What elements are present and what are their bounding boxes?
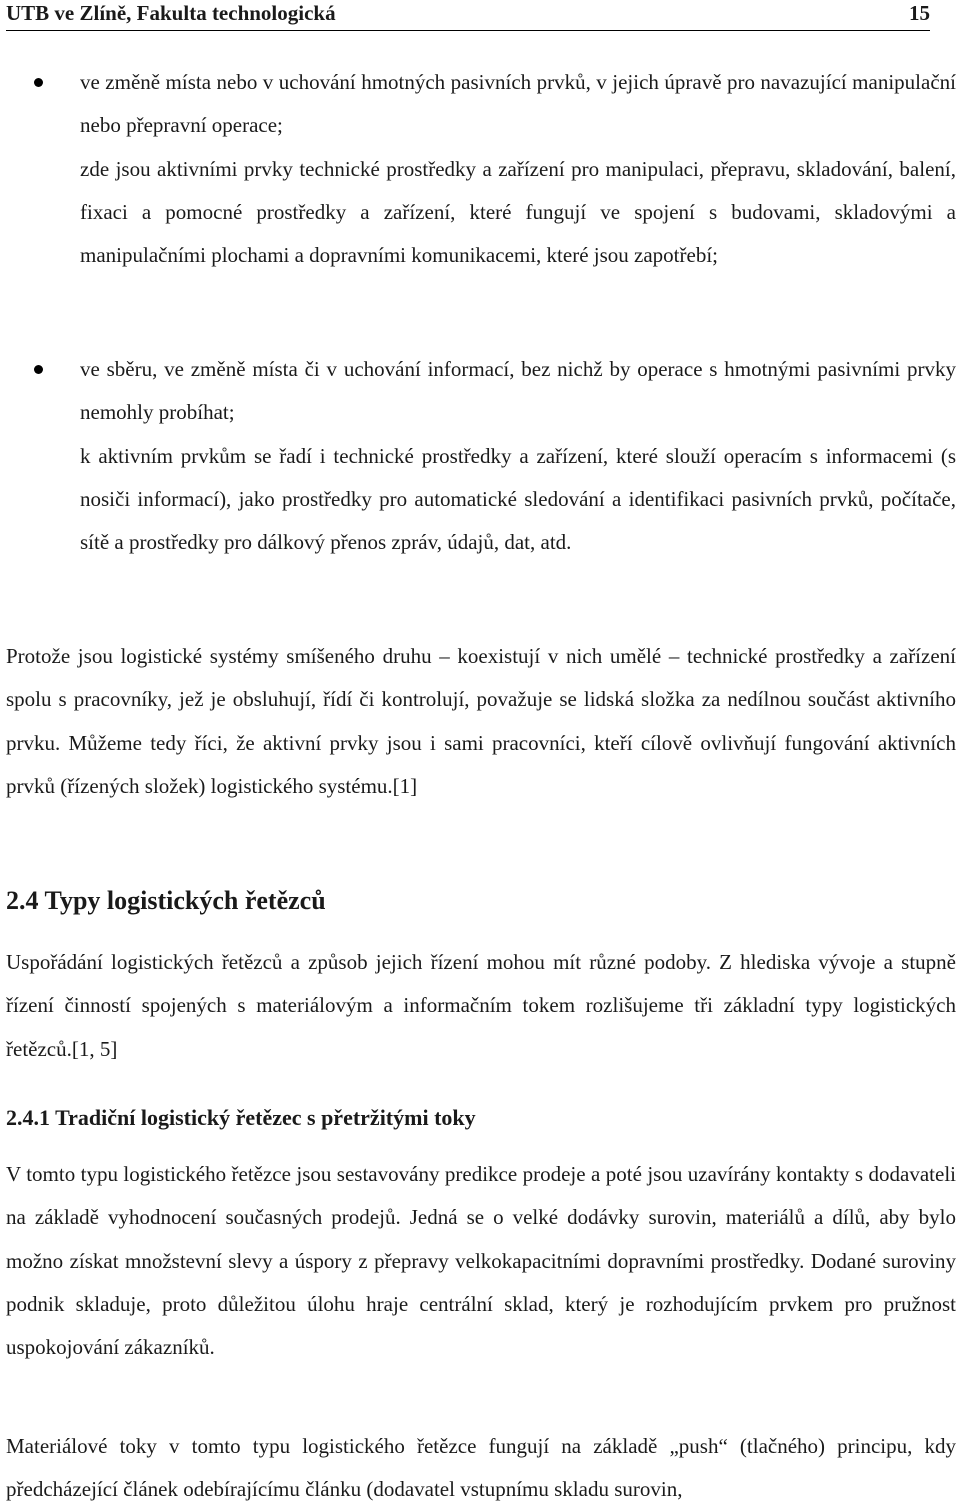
subsection-paragraph-2 [6, 1425, 956, 1512]
bullet-continuation: zde jsou aktivními prvky technické prostředky a zařízení pro manipulaci, přepravu, skladování, balení, fixaci a pomocné prostředky a zařízení, které fungují ve spojení s budovami, skladovými a manipulačními plochami a dopravními komunikacemi, které jsou zapotřebí; [80, 156, 956, 268]
paragraph [6, 635, 956, 808]
section-heading: 2.4 Typy logistických řetězců [6, 886, 326, 915]
paragraph-text: Protože jsou logistické systémy smíšeného druhu – koexistují v nich umělé – technické prostředky a zařízení spolu s pracovníky, jež je obsluhují, řídí či kontrolují, považuje se lidská složka za nedílnou součást aktivního prvku. Můžeme tedy říci, že aktivní prvky jsou i sami pracovníci, kteří cílově ovlivňují fungování aktivních prvků (řízených složek) logistického systému.[1] [6, 644, 956, 798]
bullet-item-1 [80, 61, 956, 277]
subsection-paragraph-1 [6, 1153, 956, 1369]
section-paragraph [6, 941, 956, 1071]
header-title: UTB ve Zlíně, Fakulta technologická [6, 1, 336, 25]
bullet-marker [34, 365, 43, 374]
page-number: 15 [909, 1, 930, 25]
bullet-item-2 [80, 348, 956, 564]
page-header [6, 0, 930, 31]
subsection-heading: 2.4.1 Tradiční logistický řetězec s přetržitými toky [6, 1105, 476, 1130]
bullet-text: ve sběru, ve změně místa či v uchování informací, bez nichž by operace s hmotnými pasivními prvky nemohly probíhat; [80, 357, 956, 425]
paragraph-text: Materiálové toky v tomto typu logistického řetězce fungují na základě „push“ (tlačného) principu, kdy předcházející článek odebírajícímu článku (dodavatel vstupnímu skladu surovin, [6, 1434, 956, 1502]
bullet-text: ve změně místa nebo v uchování hmotných pasivních prvků, v jejich úpravě pro navazující manipulační nebo přepravní operace; [80, 70, 956, 138]
paragraph-text: V tomto typu logistického řetězce jsou sestavovány predikce prodeje a poté jsou uzavírány kontakty s dodavateli na základě vyhodnocení současných prodejů. Jedná se o velké dodávky surovin, materiálů a dílů, aby bylo možno získat množstevní slevy a úspory z přepravy velkokapacitními dopravními prostředky. Dodané suroviny podnik skladuje, proto důležitou úlohu hraje centrální sklad, který je rozhodujícím prvkem pro pružnost uspokojování zákazníků. [6, 1162, 956, 1360]
bullet-marker [34, 78, 43, 87]
bullet-continuation: k aktivním prvkům se řadí i technické prostředky a zařízení, které slouží operacím s informacemi (s nosiči informací), jako prostředky pro automatické sledování a identifikaci pasivních prvků, počítače, sítě a prostředky pro dálkový přenos zpráv, údajů, dat, atd. [80, 443, 956, 555]
paragraph-text: Uspořádání logistických řetězců a způsob jejich řízení mohou mít různé podoby. Z hlediska vývoje a stupně řízení činností spojených s materiálovým a informačním tokem rozlišujeme tři základní typy logistických řetězců.[1, 5] [6, 950, 956, 1061]
